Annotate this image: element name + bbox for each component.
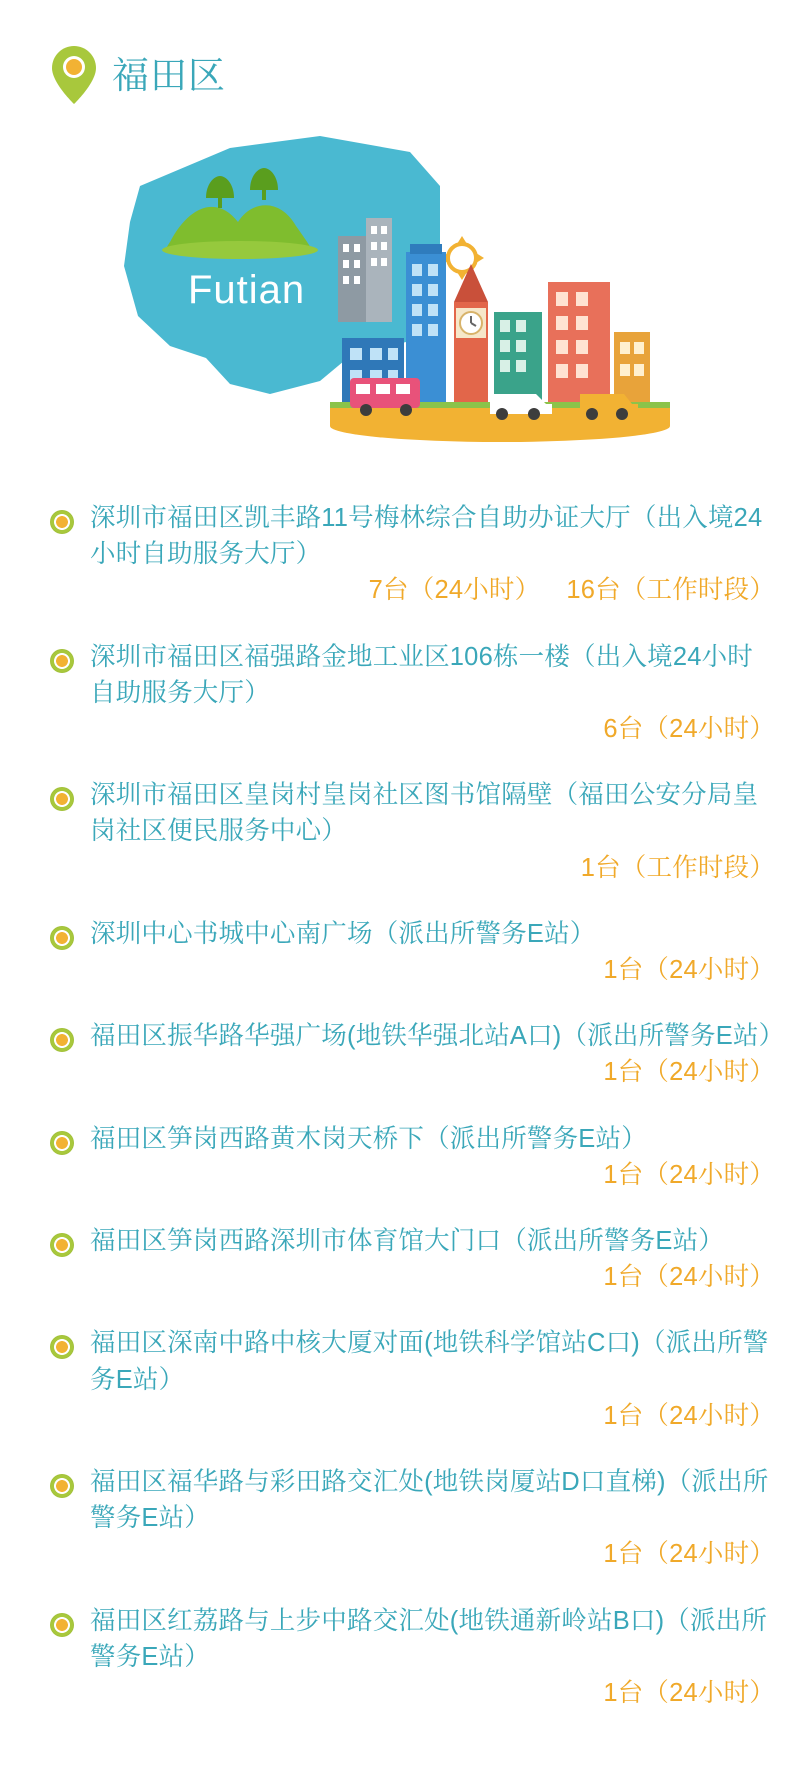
location-counts — [90, 711, 775, 747]
map-pin-icon — [52, 46, 96, 104]
list-item — [50, 1223, 775, 1295]
location-address: 深圳中心书城中心南广场（派出所警务E站） — [90, 919, 596, 948]
location-address: 福田区笋岗西路深圳市体育馆大门口（派出所警务E站） — [90, 1227, 725, 1256]
location-counts — [90, 1675, 775, 1711]
location-address: 福田区福华路与彩田路交汇处(地铁岗厦站D口直梯)（派出所警务E站） — [90, 1468, 769, 1533]
bullet-icon — [50, 1131, 74, 1155]
list-item — [50, 1603, 775, 1712]
location-address: 福田区深南中路中核大厦对面(地铁科学馆站C口)（派出所警务E站） — [90, 1329, 769, 1394]
list-item — [50, 1464, 775, 1573]
count-primary: 1台（24小时） — [603, 1679, 775, 1708]
bullet-icon — [50, 926, 74, 950]
count-primary: 1台（24小时） — [603, 956, 775, 985]
location-counts — [90, 1054, 775, 1090]
list-item — [50, 916, 775, 988]
location-counts — [90, 1536, 775, 1572]
location-address: 福田区笋岗西路黄木岗天桥下（派出所警务E站） — [90, 1124, 647, 1153]
list-item — [50, 1121, 775, 1193]
location-address: 深圳市福田区福强路金地工业区106栋一楼（出入境24小时自助服务大厅） — [90, 642, 754, 707]
location-counts — [90, 1259, 775, 1295]
bullet-icon — [50, 787, 74, 811]
location-address: 福田区振华路华强广场(地铁华强北站A口)（派出所警务E站） — [90, 1022, 785, 1051]
count-primary: 1台（24小时） — [603, 1160, 775, 1189]
bullet-icon — [50, 1474, 74, 1498]
location-address: 深圳市福田区凯丰路11号梅林综合自助办证大厅（出入境24小时自助服务大厅） — [90, 504, 763, 569]
list-item — [50, 1325, 775, 1434]
count-primary: 7台（24小时） — [368, 576, 541, 605]
count-primary: 6台（24小时） — [603, 715, 775, 744]
page-header — [0, 0, 809, 104]
list-item — [50, 777, 775, 886]
location-counts — [90, 1157, 775, 1193]
map-label: Futian — [188, 268, 306, 312]
location-counts — [90, 572, 775, 608]
location-address: 福田区红荔路与上步中路交汇处(地铁通新岭站B口)（派出所警务E站） — [90, 1606, 768, 1671]
bullet-icon — [50, 1233, 74, 1257]
location-counts — [90, 952, 775, 988]
bullet-icon — [50, 1028, 74, 1052]
list-item — [50, 639, 775, 748]
page-title: 福田区 — [112, 54, 226, 96]
count-primary: 1台（工作时段） — [580, 853, 775, 882]
count-primary: 1台（24小时） — [603, 1058, 775, 1087]
clock-tower-icon — [454, 264, 488, 402]
futian-illustration — [110, 126, 670, 466]
count-primary: 1台（24小时） — [603, 1401, 775, 1430]
bullet-icon — [50, 510, 74, 534]
location-counts — [90, 1398, 775, 1434]
count-secondary: 16台（工作时段） — [566, 576, 775, 605]
list-item — [50, 500, 775, 609]
compass-icon — [440, 236, 484, 280]
location-list — [0, 500, 809, 1781]
bullet-icon — [50, 649, 74, 673]
bullet-icon — [50, 1335, 74, 1359]
location-counts — [90, 850, 775, 886]
list-item — [50, 1018, 785, 1090]
count-primary: 1台（24小时） — [603, 1540, 775, 1569]
location-address: 深圳市福田区皇岗村皇岗社区图书馆隔壁（福田公安分局皇岗社区便民服务中心） — [90, 781, 759, 846]
bullet-icon — [50, 1613, 74, 1637]
count-primary: 1台（24小时） — [603, 1263, 775, 1292]
